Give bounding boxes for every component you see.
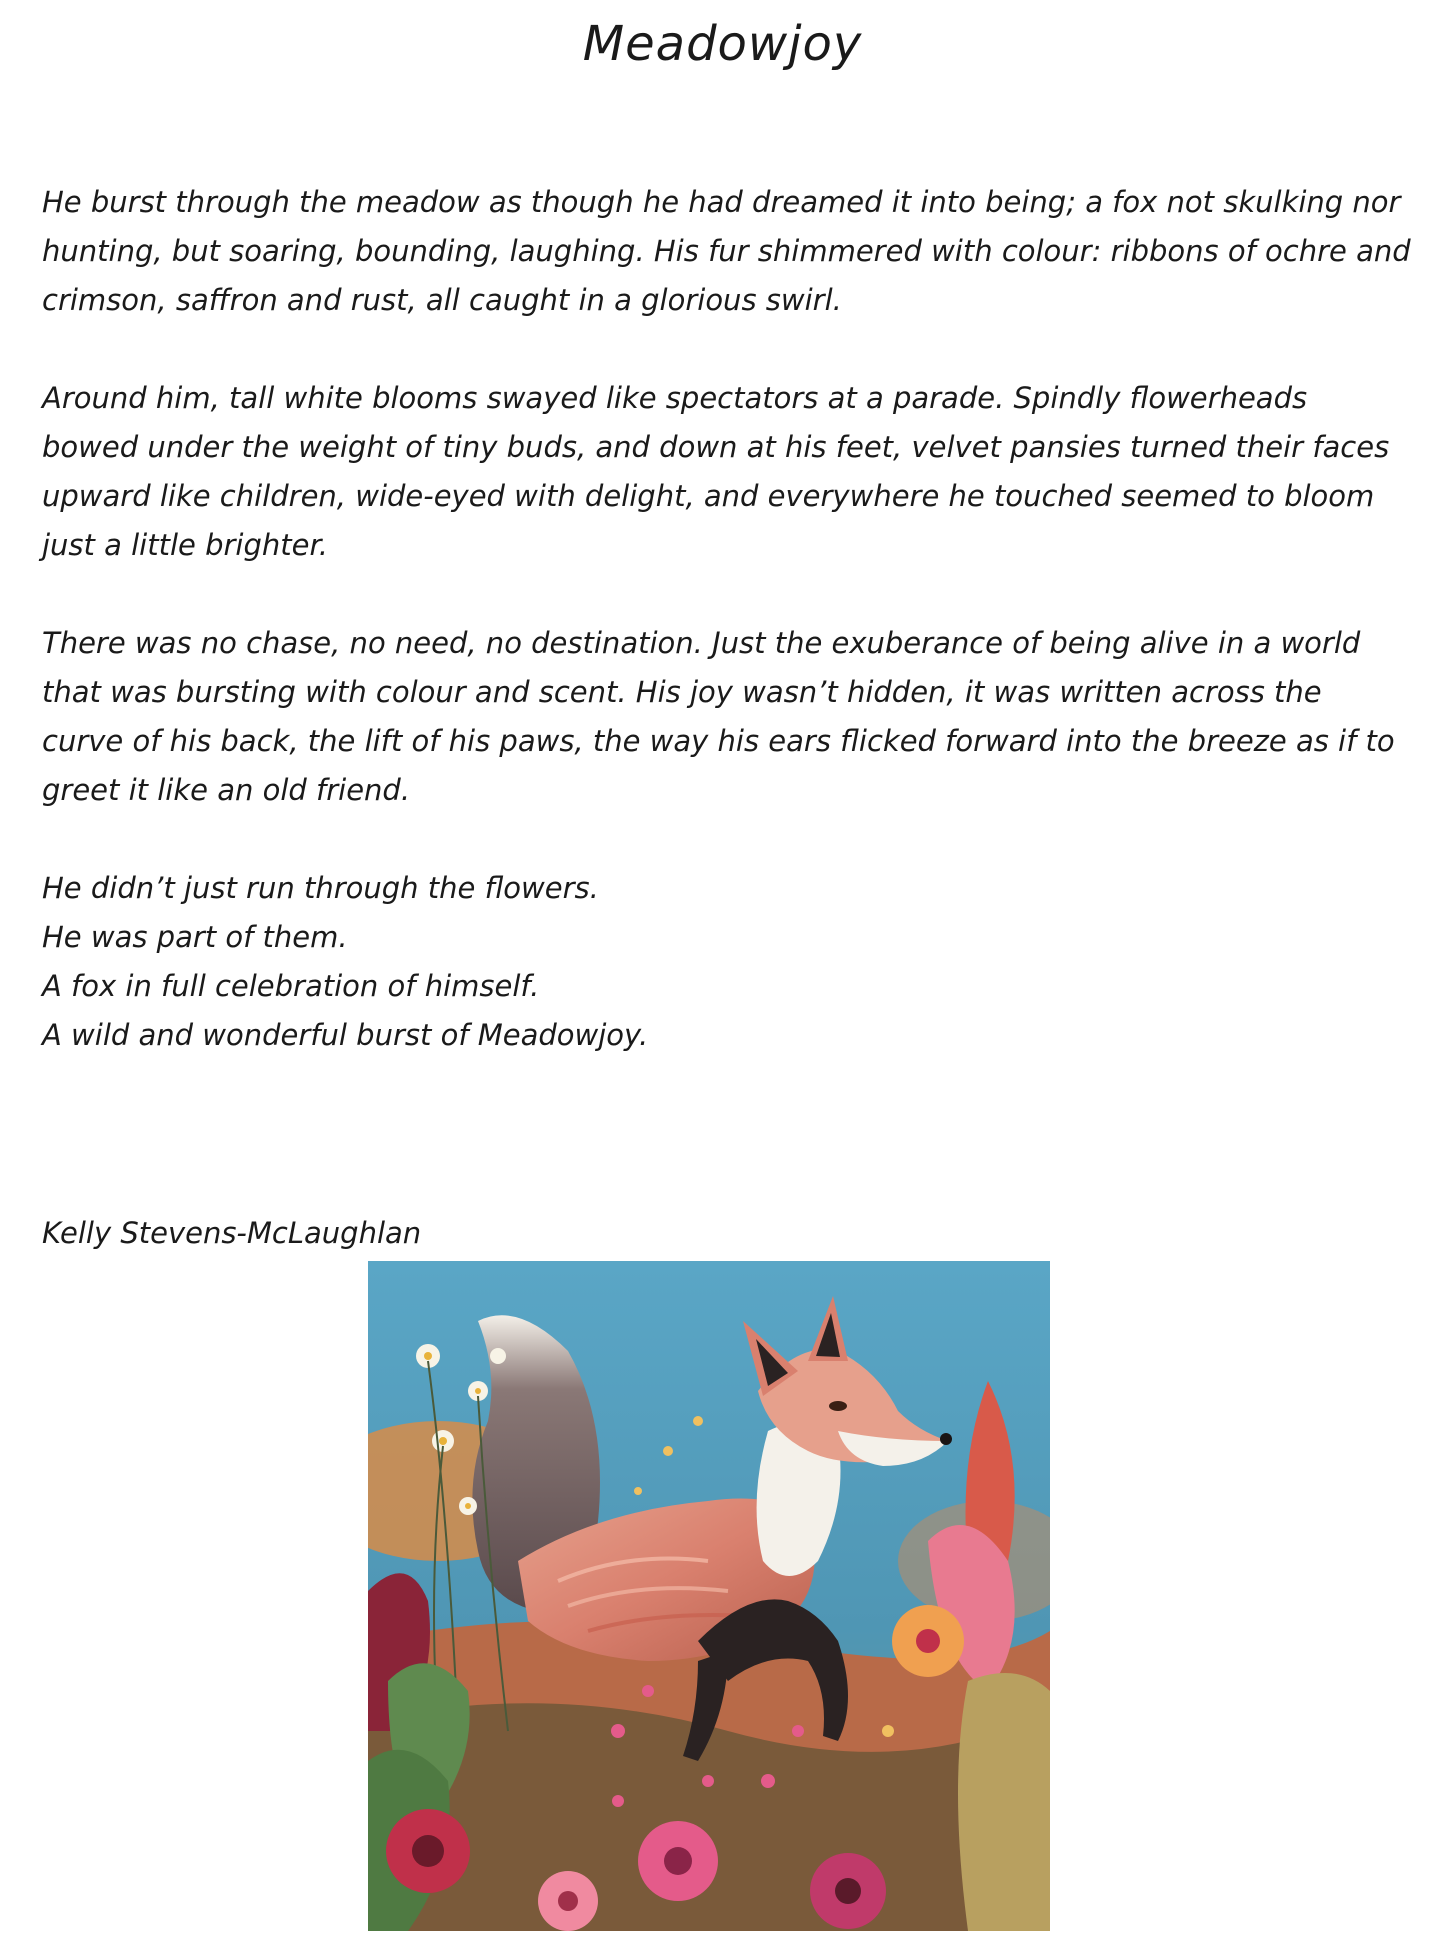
closing-line-1: He didn’t just run through the flowers.	[42, 871, 599, 905]
closing-line-4: A wild and wonderful burst of Meadowjoy.	[42, 1018, 649, 1052]
fox-illustration	[368, 1261, 1050, 1931]
closing-line-3: A fox in full celebration of himself.	[42, 969, 540, 1003]
page-title: Meadowjoy	[582, 16, 863, 72]
paragraph-1: He burst through the meadow as though he had dreamed it into being; a fox not skulking nor hunting, but soaring, bounding, laughing. His fur shimmered with colour: ribbons of ochre and crimson, saffron and rust, all caught in a glorious swirl.	[42, 185, 1411, 317]
paragraph-3: There was no chase, no need, no destination. Just the exuberance of being alive in a world that was bursting with colour and scent. His joy wasn’t hidden, it was written across the curve of his back, the lift of his paws, the way his ears flicked forward into the breeze as if to greet it like an old friend.	[42, 626, 1395, 807]
author-name: Kelly Stevens-McLaughlan	[42, 1216, 422, 1250]
closing-stanza	[42, 864, 1412, 1060]
paragraph-2: Around him, tall white blooms swayed like spectators at a parade. Spindly flowerheads bowed under the weight of tiny buds, and down at his feet, velvet pansies turned their faces upward like children, wide-eyed with delight, and everywhere he touched seemed to bloom just a little brighter.	[42, 381, 1390, 562]
poem-body	[42, 178, 1412, 1060]
closing-line-2: He was part of them.	[42, 920, 348, 954]
